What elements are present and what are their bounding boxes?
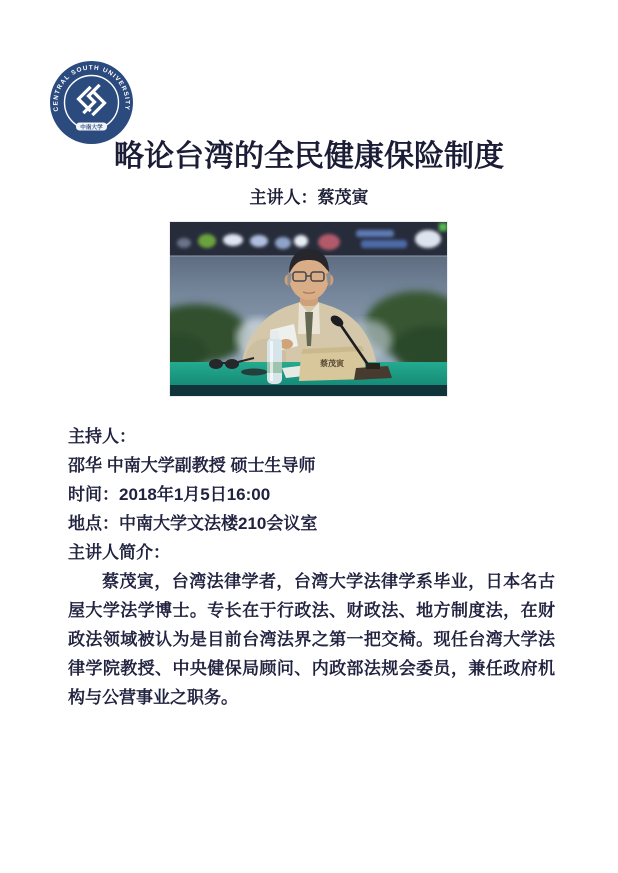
location-line: 地点：中南大学文法楼210会议室 [68,514,318,533]
bio-label: 主讲人简介： [68,543,170,562]
speaker-photo [169,221,448,397]
photo-water-bottle [267,331,282,384]
host-label: 主持人： [68,427,136,446]
logo-outer-circle [50,61,133,144]
university-logo-icon [49,60,134,145]
page-title: 略论台湾的全民健康保险制度 [114,140,504,173]
logo-banner [76,123,107,132]
time-line: 时间：2018年1月5日16:00 [68,485,271,504]
speaker-photo-illustration [170,222,447,396]
logo-banner-text: 中南大学 [80,125,103,131]
logo-ring-text: CENTRAL SOUTH UNIVERSITY [52,64,131,112]
speaker-subtitle: 主讲人：蔡茂寅 [249,188,369,207]
speaker-bio-paragraph: 蔡茂寅，台湾法律学者，台湾大学法律学系毕业，日本名古屋大学法学博士。专长在于行政法、财政法、地方制度法，在财政法领域被认为是目前台湾法界之第一把交椅。现任台湾大学法律学院教授、中央健保局顾问、内政部法规会委员，兼任政府机构与公营事业之职务。 [68,572,555,707]
host-name-line: 邵华 中南大学副教授 硕士生导师 [68,456,316,475]
details-block [68,422,555,712]
name-card-text: 蔡茂寅 [320,359,344,368]
